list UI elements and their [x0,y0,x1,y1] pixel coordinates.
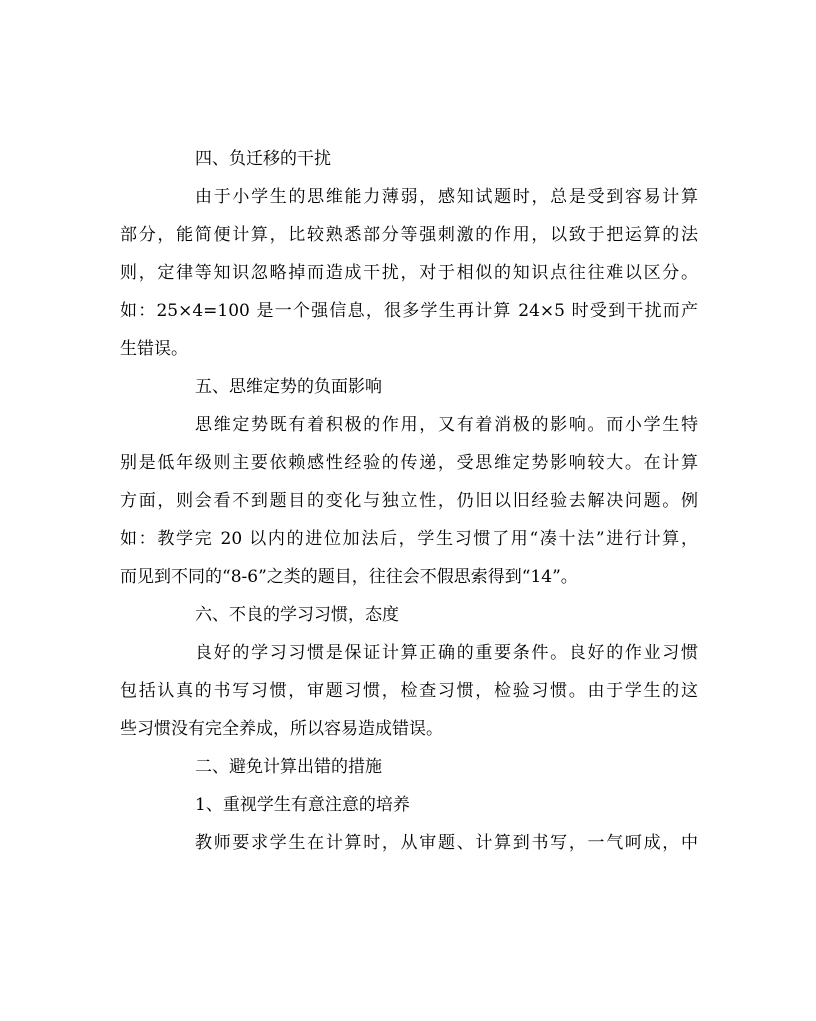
paragraph-line: 则，定律等知识忽略掉而造成干扰，对于相似的知识点往往难以区分。 [120,263,698,283]
paragraph-line: 包括认真的书写习惯，审题习惯，检查习惯，检验习惯。由于学生的这 [120,681,698,701]
section-heading-negative-transfer: 四、负迁移的干扰 [195,149,331,169]
paragraph-line: 部分，能简便计算，比较熟悉部分等强刺激的作用，以致于把运算的法 [120,225,698,245]
paragraph-line: 思维定势既有着积极的作用，又有着消极的影响。而小学生特 [195,415,698,435]
paragraph-line: 些习惯没有完全养成，所以容易造成错误。 [120,719,443,739]
paragraph-line: 由于小学生的思维能力薄弱，感知试题时，总是受到容易计算 [195,187,698,207]
paragraph-line: 如：教学完 20 以内的进位加法后，学生习惯了用“凑十法”进行计算， [120,529,698,549]
paragraph-line: 如：25×4=100 是一个强信息，很多学生再计算 24×5 时受到干扰而产 [120,301,698,321]
subsection-heading-attention: 1、重视学生有意注意的培养 [195,795,410,815]
paragraph-line: 而见到不同的“8-6”之类的题目，往往会不假思索得到“14”。 [120,567,578,587]
section-heading-mindset: 五、思维定势的负面影响 [195,377,382,397]
document-body [120,140,698,862]
paragraph-line: 别是低年级则主要依赖感性经验的传递，受思维定势影响较大。在计算 [120,453,698,473]
paragraph-line: 教师要求学生在计算时，从审题、计算到书写，一气呵成，中 [195,833,698,853]
paragraph-line: 方面，则会看不到题目的变化与独立性，仍旧以旧经验去解决问题。例 [120,491,698,511]
paragraph-line: 生错误。 [120,339,188,359]
paragraph-line: 良好的学习习惯是保证计算正确的重要条件。良好的作业习惯 [195,643,698,663]
section-heading-bad-habits: 六、不良的学习习惯，态度 [195,605,399,625]
section-heading-measures: 二、避免计算出错的措施 [195,757,382,777]
